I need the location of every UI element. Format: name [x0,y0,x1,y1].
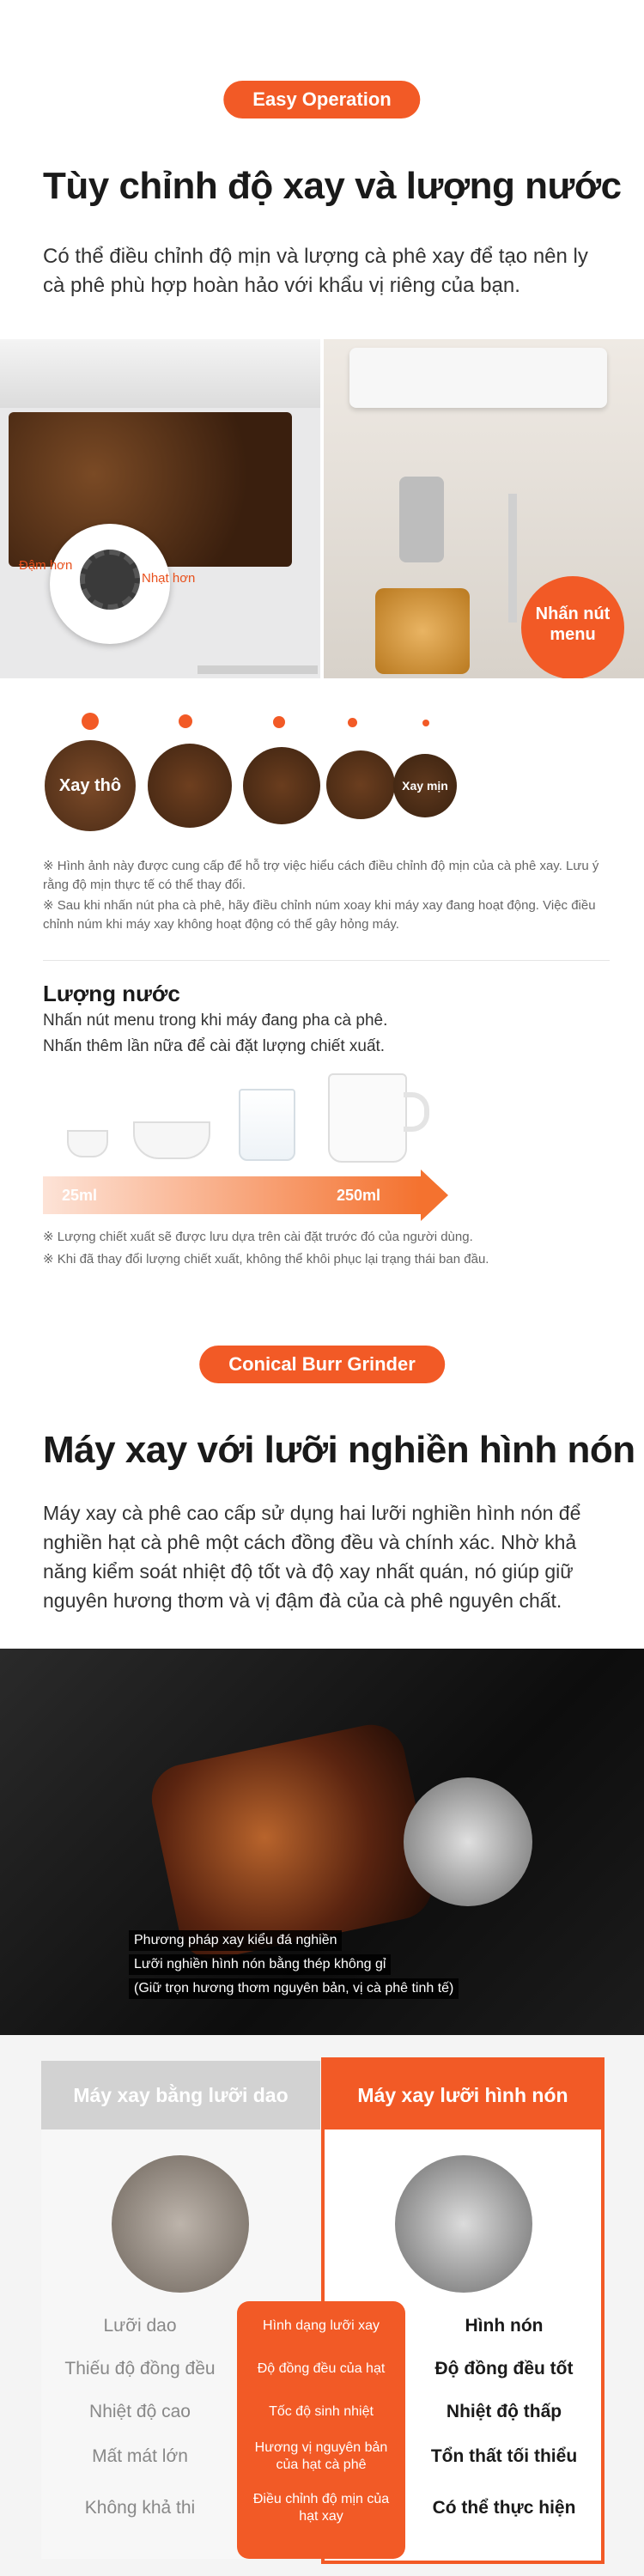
grind-sample-2 [148,744,232,828]
machine-spout-photo [324,339,644,678]
water-instruction-1: Nhấn nút menu trong khi máy đang pha cà phê. [43,1012,388,1030]
conical-grinder-header: Máy xay lưỡi hình nón [325,2061,601,2129]
comparison-left-cell: Lưỡi dao [103,2316,177,2336]
conical-burr-image [395,2155,532,2293]
coffee-cup [375,588,470,674]
section2-title: Máy xay với lưỡi nghiền hình nón [43,1429,635,1471]
caption-3: (Giữ trọn hương thơm nguyên bản, vị cà phê tinh tế) [129,1978,459,1999]
comparison-right-cell: Nhiệt độ thấp [446,2402,562,2421]
caption-1: Phương pháp xay kiểu đá nghiền [129,1930,342,1951]
grind-note-1: ※ Hình ảnh này được cung cấp để hỗ trợ việc hiểu cách điều chỉnh độ mịn của cà phê xay. Lưu ý rằng độ mịn thực tế có thể thay đổi. [43,859,599,892]
water-min-label: 25ml [62,1187,98,1204]
grind-note-2: ※ Sau khi nhấn nút pha cà phê, hãy điều chỉnh núm xoay khi máy xay đang hoạt động. Việc điều chỉnh núm khi máy xay không hoạt động có thể gây hỏng máy. [43,898,596,932]
dial-label-right: Nhạt hơn [142,571,196,586]
comparison-criteria-cell: Độ đồng đều của hạt [257,2361,386,2376]
small-cup-icon [133,1121,210,1159]
comparison-right-cell: Độ đồng đều tốt [434,2359,574,2379]
coarse-grind-sample: Xay thô [45,740,136,831]
fine-grind-sample: Xay mịn [393,754,457,817]
grind-level-dot-5 [422,720,429,726]
water-note-2: ※ Khi đã thay đổi lượng chiết xuất, không thể khôi phục lại trạng thái ban đầu. [43,1252,489,1267]
comparison-criteria-cell: Điều chỉnh độ mịn của hạt xay [252,2492,390,2524]
comparison-left-cell: Không khả thi [84,2498,196,2518]
grind-level-dot-1 [82,713,99,730]
comparison-criteria-cell: Tốc độ sinh nhiệt [269,2404,374,2419]
water-instruction-2: Nhấn thêm lần nữa để cài đặt lượng chiết xuất. [43,1037,386,1055]
milk-frother [508,494,517,623]
comparison-right-cell: Tổn thất tối thiểu [430,2446,578,2466]
section1-description: Có thể điều chỉnh độ mịn và lượng cà phê xay để tạo nên ly cà phê phù hợp hoàn hảo với khẩu vị riêng của bạn. [43,245,588,297]
comparison-left-cell: Mất mát lớn [92,2446,188,2466]
water-amount-title: Lượng nước [43,981,180,1006]
mug-icon [328,1073,407,1163]
section2-description: Máy xay cà phê cao cấp sử dụng hai lưỡi nghiền hình nón để nghiền hạt cà phê một cách đồng đều và chính xác. Nhờ khả năng kiểm soát nhiệt độ tốt và độ xay nhất quán, nó giúp giữ nguyên hương thơm và vị đậm đà của cà phê nguyên chất. [43,1502,581,1612]
section1-title: Tùy chỉnh độ xay và lượng nước [43,165,622,207]
divider [43,960,610,961]
blade-grinder-header: Máy xay bằng lưỡi dao [41,2061,320,2129]
comparison-criteria-cell: Hình dạng lưỡi xay [263,2318,380,2333]
arrow-right-icon [421,1170,448,1221]
comparison-criteria-cell: Hương vị nguyên bản của hạt cà phê [254,2440,388,2472]
grind-level-dot-4 [348,718,357,727]
dial-label-left: Đậm hơn [19,558,73,573]
mug-handle [404,1092,429,1132]
bean-hopper-photo [0,339,320,678]
machine-top [349,348,607,408]
easy-operation-badge: Easy Operation [223,81,420,118]
blade-image [112,2155,249,2293]
grinder-photo [0,1649,644,2035]
conical-burr-badge: Conical Burr Grinder [199,1346,445,1383]
espresso-cup-icon [67,1130,108,1157]
water-max-label: 250ml [337,1187,381,1204]
comparison-left-cell: Nhiệt độ cao [89,2402,191,2421]
comparison-right-cell: Hình nón [465,2316,544,2336]
caption-2: Lưỡi nghiền hình nón bằng thép không gỉ [129,1954,391,1975]
hopper-lid [0,339,320,408]
conical-burr [404,1777,532,1906]
menu-button-badge: Nhấn nút menu [521,576,624,678]
comparison-left-cell: Thiếu độ đồng đều [64,2359,216,2379]
comparison-right-cell: Có thể thực hiện [432,2498,576,2518]
grind-sample-3 [243,747,320,824]
glass-icon [239,1089,295,1161]
burr-grinder-chamber [145,1718,438,1965]
grind-level-dot-3 [273,716,285,728]
grind-level-dot-2 [179,714,192,728]
grind-sample-4 [326,750,395,819]
dial-knob-icon [80,550,140,610]
water-note-1: ※ Lượng chiết xuất sẽ được lưu dựa trên cài đặt trước đó của người dùng. [43,1230,473,1244]
coffee-spout [399,477,444,562]
